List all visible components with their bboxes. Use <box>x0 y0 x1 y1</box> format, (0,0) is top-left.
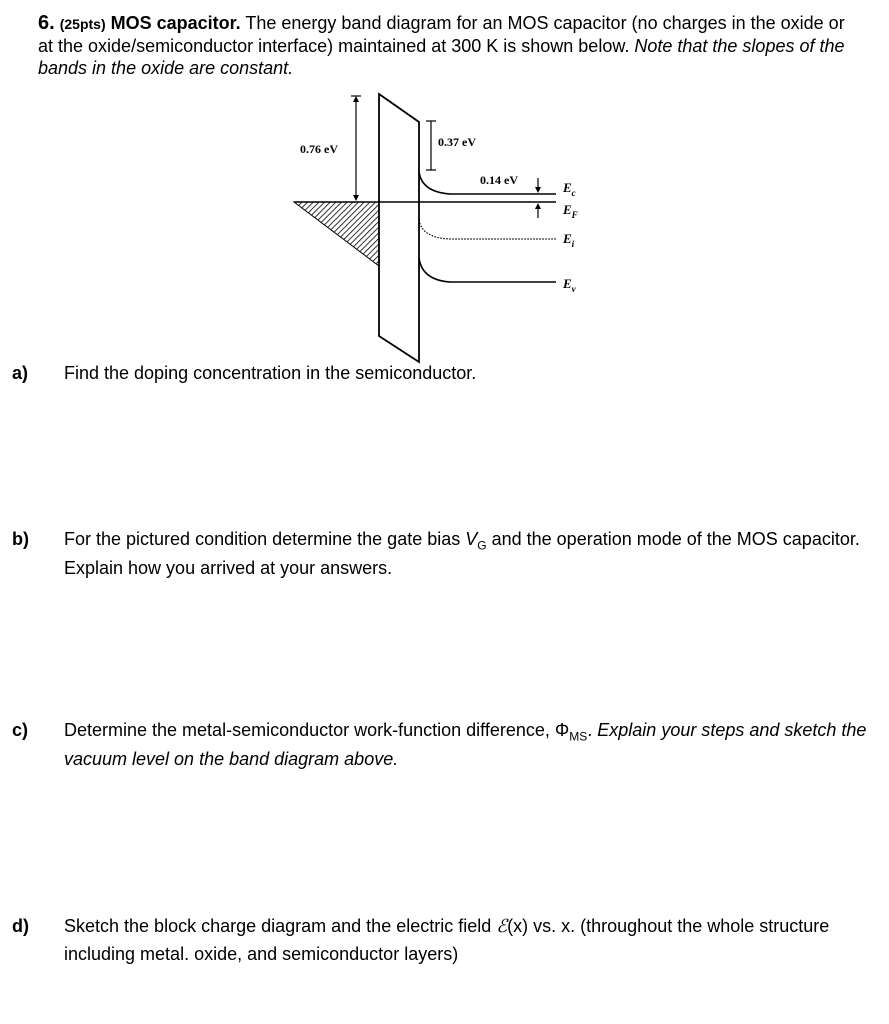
part-c-text-pre: Determine the metal-semiconductor work-function difference, <box>64 720 555 740</box>
label-ef: $E_F$ <box>563 202 578 220</box>
part-a-text: Find the doping concentration in the semiconductor. <box>64 363 477 383</box>
label-076: 0.76 eV <box>300 142 338 156</box>
part-c <box>12 719 884 770</box>
part-c-text-italic: Explain your steps and sketch the vacuum level on the band diagram above. <box>64 720 867 769</box>
metal-filled-states <box>294 202 379 266</box>
question-title: MOS capacitor. <box>110 13 241 33</box>
intrinsic-level <box>419 220 556 239</box>
part-d-text-pre: Sketch the block charge diagram and the electric field <box>64 916 497 936</box>
part-d-letter: d) <box>12 916 29 936</box>
part-b-var: V <box>465 529 478 549</box>
part-d-efield: ℰ <box>496 916 508 936</box>
label-ei: $E_i$ <box>563 231 575 249</box>
part-b-var-sub: G <box>477 538 487 553</box>
question-number: 6. <box>38 12 55 34</box>
part-b-text-post: and the operation mode of the MOS capacitor. Explain how you arrived at your answers. <box>64 529 860 578</box>
question-note: Note that the slopes of the bands in the oxide are constant. <box>38 36 845 78</box>
label-ev: $E_v$ <box>563 276 576 294</box>
part-d <box>12 912 884 968</box>
label-ec: $E_c$ <box>563 180 576 198</box>
part-c-letter: c) <box>12 720 29 740</box>
question-intro: The energy band diagram for an MOS capacitor (no charges in the oxide or at the oxide/semiconductor interface) maintained at 300 K is shown below. <box>38 13 845 56</box>
part-a-letter: a) <box>12 363 29 383</box>
part-c-text-mid: . <box>587 720 598 740</box>
part-d-text-post: (x) vs. x. (throughout the whole structure including metal. oxide, and semiconductor layers) <box>64 916 830 964</box>
part-b-letter: b) <box>12 529 29 549</box>
part-a <box>12 362 884 384</box>
question-points: (25pts) <box>59 16 106 32</box>
oxide-band <box>379 94 419 362</box>
part-b <box>12 528 884 579</box>
arrow-076-head-bottom <box>353 195 359 201</box>
arrow-014-up-head <box>535 203 541 209</box>
label-037: 0.37 eV <box>438 135 476 149</box>
part-c-phi-sub: MS <box>569 729 588 744</box>
part-b-text-pre: For the pictured condition determine the gate bias <box>64 529 466 549</box>
band-diagram <box>0 0 889 380</box>
valence-band-edge <box>419 258 556 282</box>
label-014: 0.14 eV <box>480 173 518 187</box>
part-c-phi: Φ <box>554 720 570 740</box>
arrow-076-head <box>353 96 359 102</box>
arrow-014-down-head <box>535 187 541 193</box>
